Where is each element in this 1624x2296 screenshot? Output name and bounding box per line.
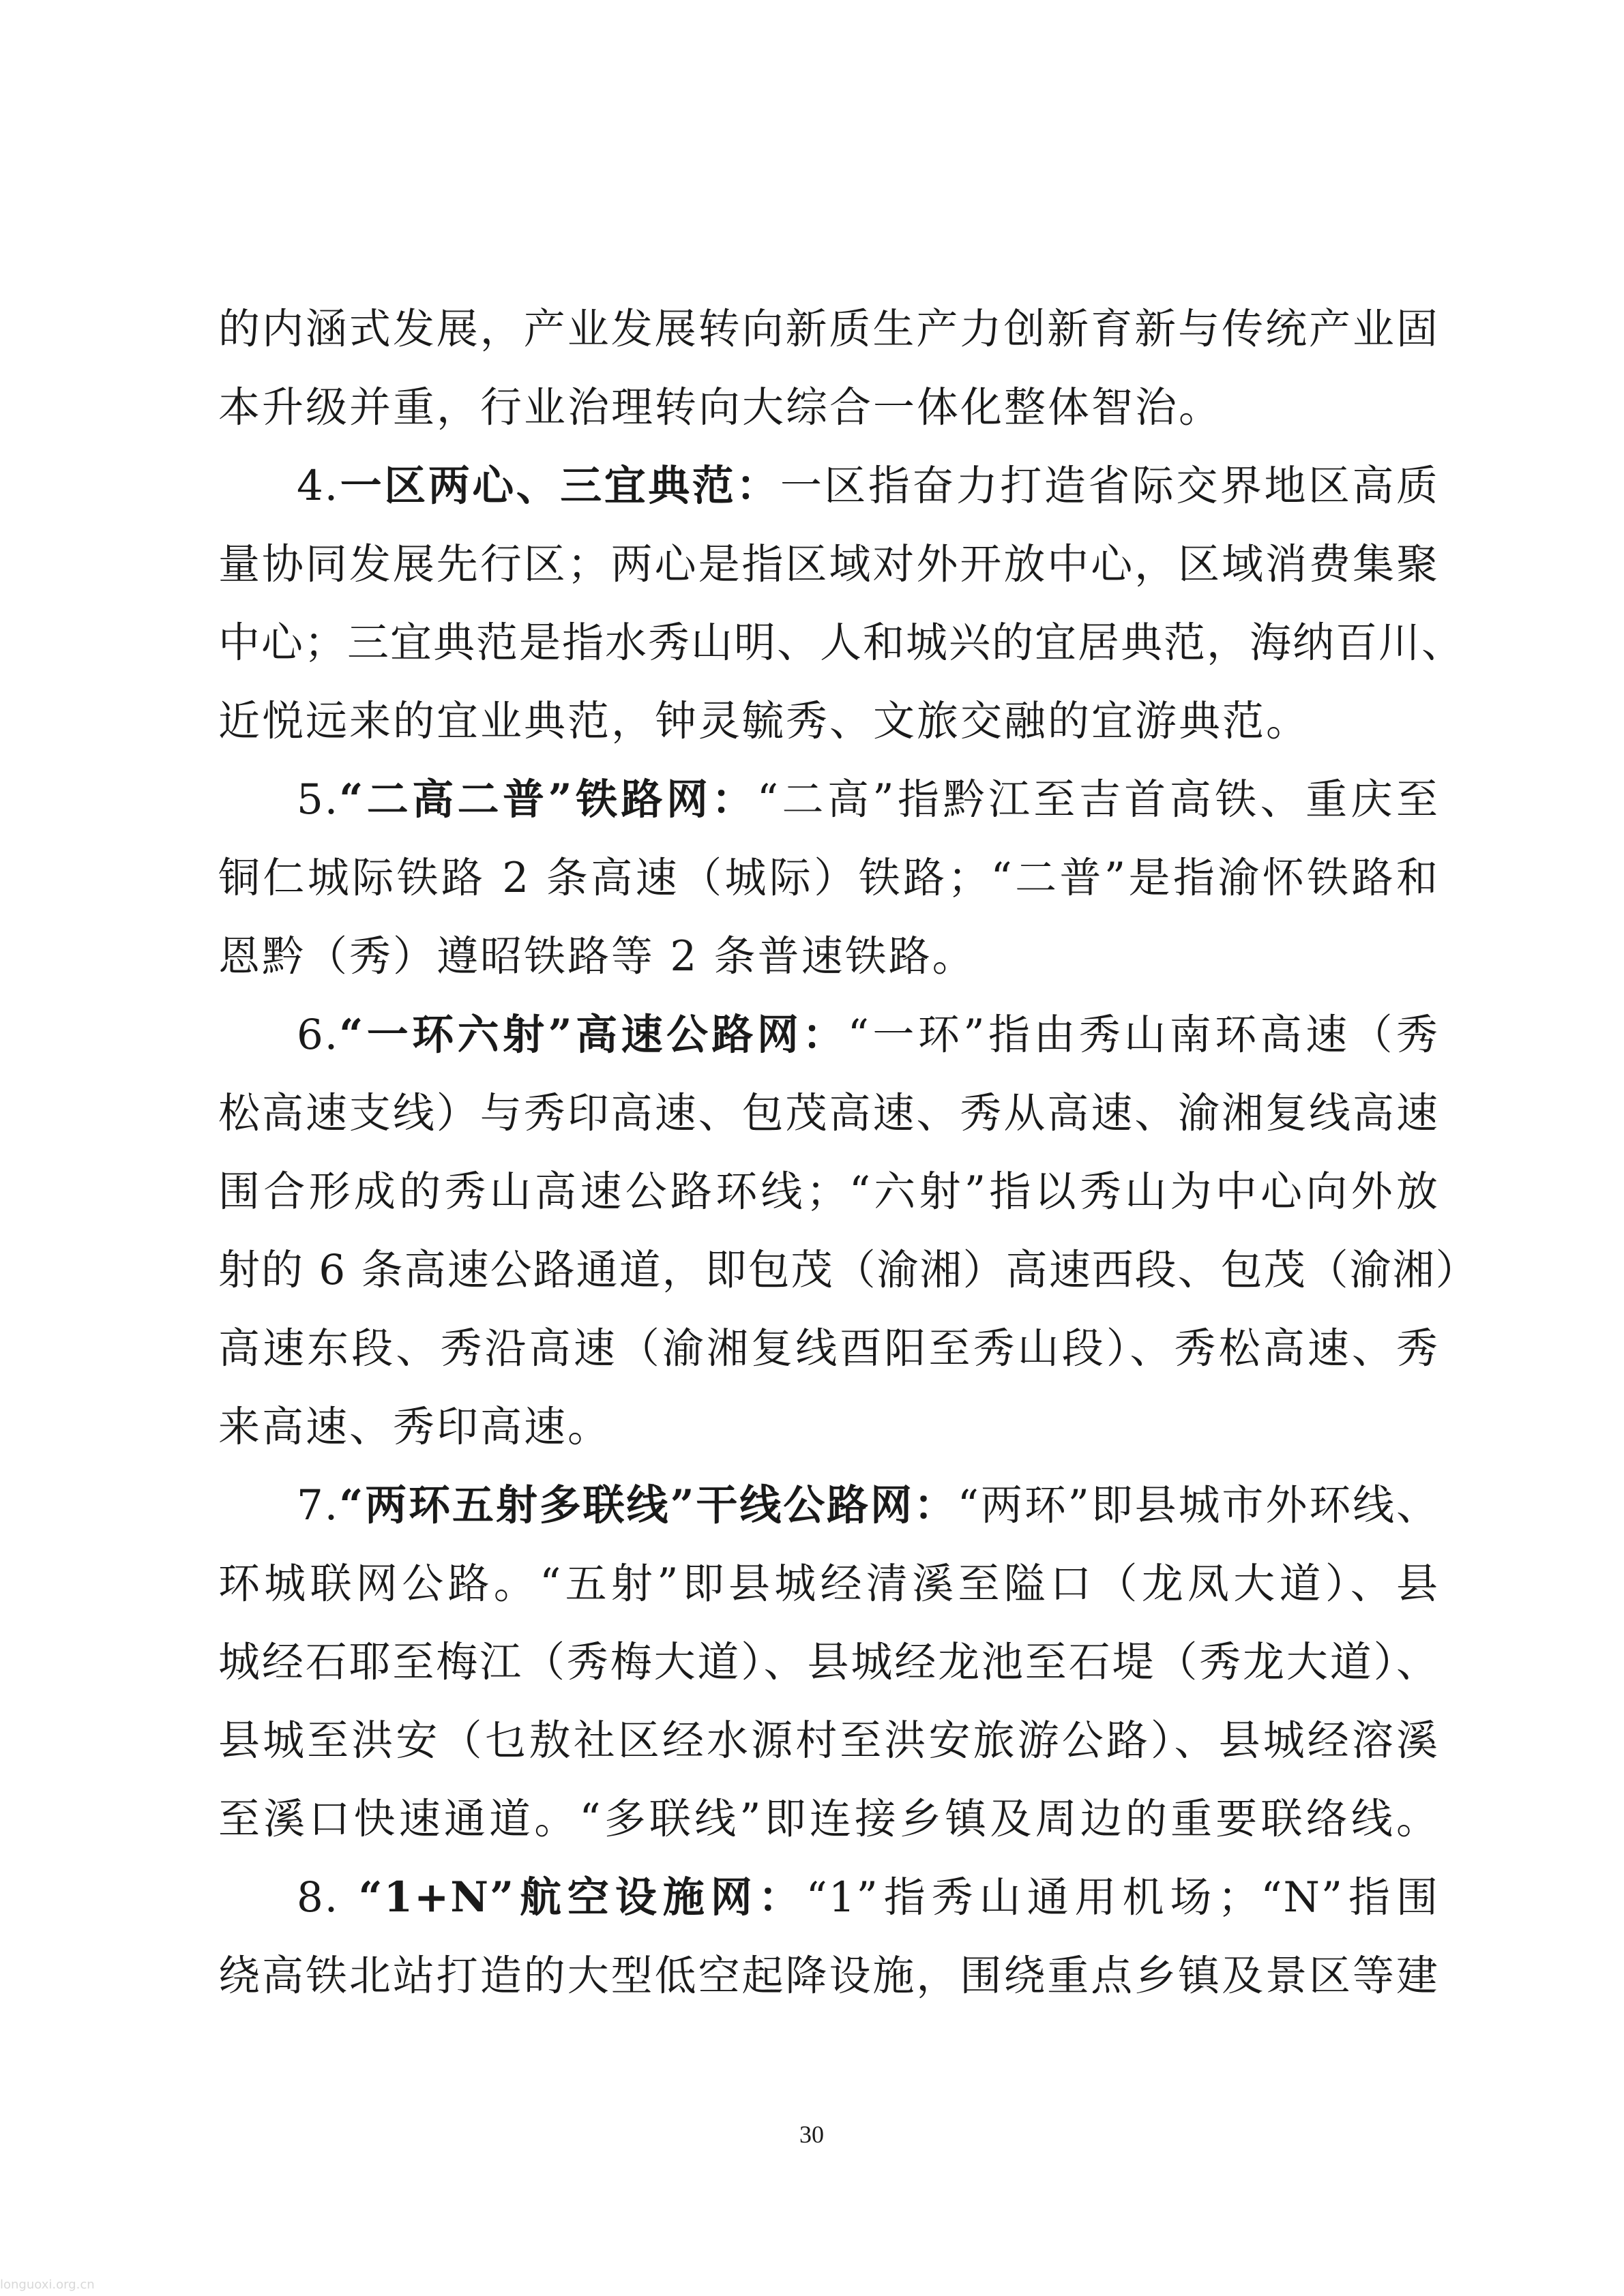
item-title: “1+N”航空设施网： xyxy=(358,1873,806,1922)
line-text: “一环”指由秀山南环高速（秀 xyxy=(847,1011,1439,1059)
line-text: 量协同发展先行区；两心是指区域对外开放中心，区域消费集聚 xyxy=(218,540,1439,588)
body-line-17 xyxy=(218,1553,1439,1615)
line-text: 高速东段、秀沿高速（渝湘复线酉阳至秀山段）、秀松高速、秀 xyxy=(218,1324,1439,1373)
line-text: 近悦远来的宜业典范，钟灵毓秀、文旅交融的宜游典范。 xyxy=(218,697,1310,745)
body-line-6 xyxy=(218,691,1439,752)
body-line-13 xyxy=(218,1240,1479,1301)
line-text: “两环”即县城市外环线、 xyxy=(957,1481,1439,1530)
line-text: 的内涵式发展，产业发展转向新质生产力创新育新与传统产业固 xyxy=(218,305,1439,353)
item-number: 6. xyxy=(297,1011,340,1059)
item-number: 7. xyxy=(297,1481,340,1530)
body-line-4 xyxy=(218,534,1439,595)
body-line-12 xyxy=(218,1161,1439,1223)
item-5-heading-line xyxy=(297,769,1439,831)
item-number: 8. xyxy=(297,1873,359,1922)
watermark: longuoxi.org.cn xyxy=(0,2278,95,2292)
item-number: 4. xyxy=(297,462,340,510)
body-line-20 xyxy=(218,1789,1439,1850)
item-title: “两环五射多联线”干线公路网： xyxy=(339,1481,958,1530)
page-number: 30 xyxy=(799,2121,824,2148)
body-line-5 xyxy=(218,612,1465,674)
line-text: 围合形成的秀山高速公路环线；“六射”指以秀山为中心向外放 xyxy=(218,1167,1439,1216)
line-text: 本升级并重，行业治理转向大综合一体化整体智治。 xyxy=(218,383,1223,432)
body-line-1 xyxy=(218,299,1439,360)
body-line-18 xyxy=(218,1632,1439,1693)
body-line-19 xyxy=(218,1710,1439,1772)
item-8-heading-line xyxy=(297,1867,1439,1928)
item-4-heading-line xyxy=(297,456,1439,517)
body-line-14 xyxy=(218,1318,1439,1380)
line-text: 绕高铁北站打造的大型低空起降设施，围绕重点乡镇及景区等建 xyxy=(218,1952,1439,2000)
line-text: 铜仁城际铁路 2 条高速（城际）铁路；“二普”是指渝怀铁路和 xyxy=(218,854,1439,902)
line-text: 城经石耶至梅江（秀梅大道）、县城经龙池至石堤（秀龙大道）、 xyxy=(218,1638,1439,1686)
line-text: 一区指奋力打造省际交界地区高质 xyxy=(780,462,1439,510)
line-text: 来高速、秀印高速。 xyxy=(218,1403,612,1451)
line-text: “二高”指黔江至吉首高铁、重庆至 xyxy=(756,775,1439,824)
body-line-2 xyxy=(218,377,1439,438)
line-text: 县城至洪安（乜敖社区经水源村至洪安旅游公路）、县城经溶溪 xyxy=(218,1716,1439,1765)
body-line-22 xyxy=(218,1945,1439,2007)
item-6-heading-line xyxy=(297,1004,1439,1066)
line-text: 至溪口快速通道。“多联线”即连接乡镇及周边的重要联络线。 xyxy=(218,1795,1439,1843)
item-title: “一环六射”高速公路网： xyxy=(339,1011,848,1059)
line-text: 松高速支线）与秀印高速、包茂高速、秀从高速、渝湘复线高速 xyxy=(218,1089,1439,1137)
item-title: “二高二普”铁路网： xyxy=(339,775,757,824)
item-7-heading-line xyxy=(297,1475,1439,1536)
body-line-11 xyxy=(218,1083,1439,1144)
line-text: 恩黔（秀）遵昭铁路等 2 条普速铁路。 xyxy=(218,932,976,981)
body-line-8 xyxy=(218,848,1439,909)
item-title: 一区两心、三宜典范： xyxy=(339,462,780,510)
line-text: “1”指秀山通用机场；“N”指围 xyxy=(806,1873,1439,1922)
item-number: 5. xyxy=(297,775,340,824)
line-text: 射的 6 条高速公路通道，即包茂（渝湘）高速西段、包茂（渝湘） xyxy=(218,1246,1479,1294)
body-line-15 xyxy=(218,1397,1439,1458)
body-line-9 xyxy=(218,926,1439,987)
line-text: 中心；三宜典范是指水秀山明、人和城兴的宜居典范，海纳百川、 xyxy=(218,618,1465,667)
line-text: 环城联网公路。“五射”即县城经清溪至隘口（龙凤大道）、县 xyxy=(218,1560,1439,1608)
